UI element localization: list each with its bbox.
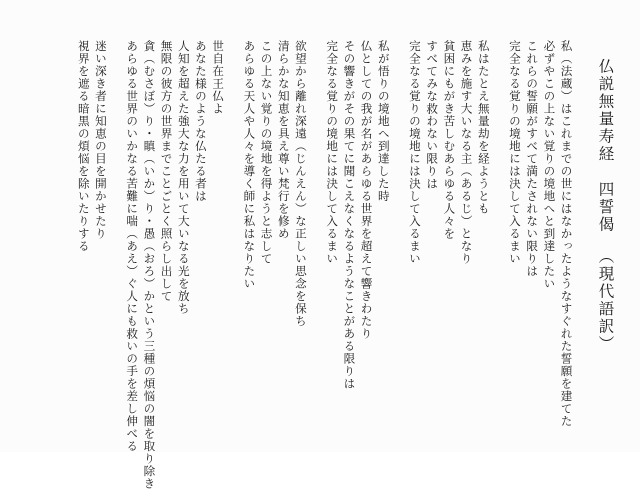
- verse-line: この上ない覚りの境地を得ようと志して: [259, 40, 274, 265]
- title-main: 仏説無量寿経: [596, 58, 615, 163]
- verse-line: 私が悟りの境地へ到達した時: [376, 40, 391, 203]
- verse-line: 私（法蔵）はこれまでの世にはなかったようなすぐれた誓願を建てた: [559, 40, 574, 428]
- title-sub: 四誓偈: [596, 181, 615, 234]
- verse-line: その響きがその果てに聞こえなくなるようなことがある限りは: [342, 40, 357, 390]
- verse-line: 貪（むさぼ）り・瞋（いか）り・愚（おろ）かという三種の煩悩の闇を取り除き: [142, 40, 157, 490]
- verse-line: 完全なる覚りの境地には決して入るまい: [507, 40, 522, 265]
- verse-line: 視界を遮る暗黒の煩悩を除いたりする: [76, 40, 91, 253]
- verse-line: 私はたとえ無量劫を経ようとも: [476, 40, 491, 215]
- verse-line: あらゆる世界のいかなる苦難に喘（あえ）ぐ人にも救いの手を差し伸べる: [125, 40, 140, 453]
- verse-line: あなた様のような仏たる者は: [193, 40, 208, 203]
- verse-line: 必ずやこの上ない覚りの境地へと到達したい: [542, 40, 557, 290]
- verse-line: 欲望から離れ深遠（じんえん）な正しい思念を保ち: [293, 40, 308, 328]
- verse-line: 完全なる覚りの境地には決して入るまい: [325, 40, 340, 265]
- verse-line: すべてみな救わない限りは: [425, 40, 440, 190]
- verse-line: 完全なる覚りの境地には決して入るまい: [407, 40, 422, 265]
- verse-line: 恵みを施す大いなる主（あるじ）となり: [459, 40, 474, 265]
- verse-line: 人知を超えた強大な力を用いて大いなる光を放ち: [176, 40, 191, 315]
- verse-line: 迷い深き者に知恵の目を開かせたり: [93, 40, 108, 240]
- title-modern-note: （現代語訳）: [596, 247, 615, 353]
- verse-line: 無限の彼方の世界までことごとく照らし出して: [159, 40, 174, 303]
- document-title: [597, 58, 613, 353]
- verse-line: 貧困にもがき苦しむあらゆる人々を: [442, 40, 457, 240]
- verse-line: 世自在王仏よ: [211, 40, 226, 115]
- verse-line: これらの誓願がすべて満たされない限りは: [525, 40, 540, 278]
- verse-line: あらゆる天人や人々を導く師に私はなりたい: [242, 40, 257, 290]
- verse-line: 清らかな知恵を具え尊い梵行を修め: [276, 40, 291, 240]
- verse-line: 仏としての我が名があらゆる世界を超えて響きわたり: [359, 40, 374, 340]
